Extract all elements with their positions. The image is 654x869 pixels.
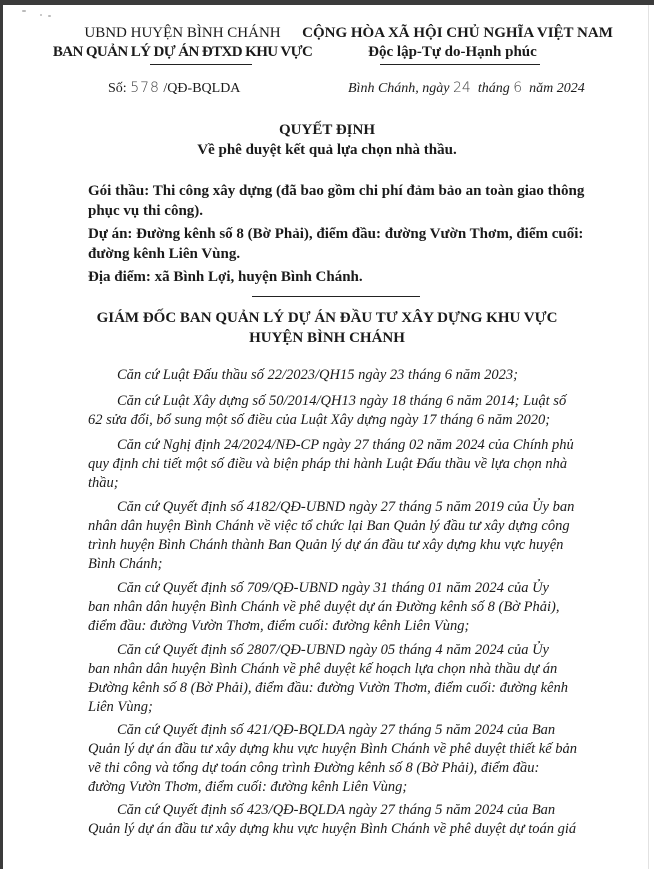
basis-line: Căn cứ Quyết định số 423/QĐ-BQLDA ngày 27 tháng 5 năm 2024 của Ban bbox=[117, 802, 556, 818]
authority-line-2: HUYỆN BÌNH CHÁNH bbox=[249, 330, 405, 346]
document-title: QUYẾT ĐỊNH bbox=[279, 122, 375, 138]
basis-line: ban nhân dân huyện Bình Chánh về phê duyệt dự án Đường kênh số 8 (Bờ Phải), bbox=[88, 599, 560, 615]
basis-line: ban nhân dân huyện Bình Chánh về phê duyệt kế hoạch lựa chọn nhà thầu dự án bbox=[88, 661, 558, 677]
agency-parent: UBND HUYỆN BÌNH CHÁNH bbox=[84, 25, 281, 41]
date-line bbox=[348, 80, 585, 97]
basis-line: Bình Chánh; bbox=[88, 556, 163, 572]
basis-line: Căn cứ Quyết định số 421/QĐ-BQLDA ngày 27 tháng 5 năm 2024 của Ban bbox=[117, 722, 556, 738]
motto-underline bbox=[380, 64, 540, 65]
document-subtitle: Về phê duyệt kết quả lựa chọn nhà thầu. bbox=[197, 142, 457, 158]
basis-line: đường Vườn Thơm, điểm cuối: đường kênh Liên Vùng; bbox=[88, 779, 408, 795]
basis-line: Căn cứ Luật Đấu thầu số 22/2023/QH15 ngày 23 tháng 6 năm 2023; bbox=[117, 367, 519, 383]
national-motto: Độc lập-Tự do-Hạnh phúc bbox=[368, 44, 537, 60]
basis-line: Đường kênh số 8 (Bờ Phải), điểm đầu: đường Vườn Thơm, điểm cuối: đường kênh bbox=[88, 680, 568, 696]
agency-name: BAN QUẢN LÝ DỰ ÁN ĐTXD KHU VỰC bbox=[52, 44, 313, 60]
doc-number-prefix: Số: bbox=[108, 81, 131, 96]
package-line: phục vụ thi công). bbox=[88, 203, 204, 219]
doc-number-handwritten: 578 bbox=[130, 80, 160, 96]
basis-line: thầu; bbox=[88, 475, 119, 491]
date-day-handwritten: 24 bbox=[453, 80, 471, 96]
basis-line: Căn cứ Quyết định số 4182/QĐ-UBND ngày 27 tháng 5 năm 2019 của Ủy ban bbox=[117, 499, 575, 515]
basis-line: nhân dân huyện Bình Chánh về việc tổ chức lại Ban Quản lý đầu tư xây dựng công bbox=[88, 518, 570, 534]
location-line: Địa điểm: xã Bình Lợi, huyện Bình Chánh. bbox=[88, 269, 363, 285]
project-line: đường kênh Liên Vùng. bbox=[88, 246, 241, 262]
basis-line: Quản lý dự án đầu tư xây dựng khu vực huyện Bình Chánh về phê duyệt thiết kế bản bbox=[88, 741, 578, 757]
basis-line: 62 sửa đổi, bổ sung một số điều của Luật Xây dựng ngày 17 tháng 6 năm 2020; bbox=[88, 412, 551, 428]
basis-line: Căn cứ Nghị định 24/2024/NĐ-CP ngày 27 tháng 02 năm 2024 của Chính phủ bbox=[117, 437, 574, 453]
basis-line: điểm đầu: đường Vườn Thơm, điểm cuối: đường kênh Liên Vùng; bbox=[88, 618, 470, 634]
date-month-handwritten: 6 bbox=[513, 80, 523, 96]
date-month-label: tháng bbox=[470, 81, 514, 96]
doc-number-suffix: /QĐ-BQLDA bbox=[159, 81, 241, 96]
date-place: Bình Chánh, ngày bbox=[348, 81, 453, 96]
separator-rule bbox=[252, 296, 420, 297]
issuing-agency-block bbox=[50, 24, 315, 62]
national-motto-block bbox=[290, 24, 615, 62]
basis-line: trình huyện Bình Chánh thành Ban Quản lý dự án đầu tư xây dựng khu vực huyện bbox=[88, 537, 564, 553]
basis-line: quy định chi tiết một số điều và biện pháp thi hành Luật Đấu thầu về lựa chọn nhà bbox=[88, 456, 568, 472]
project-line: Dự án: Đường kênh số 8 (Bờ Phải), điểm đầu: đường Vườn Thơm, điểm cuối: bbox=[88, 226, 584, 242]
basis-line: Căn cứ Quyết định số 2807/QĐ-UBND ngày 05 tháng 4 năm 2024 của Ủy bbox=[117, 642, 549, 658]
basis-line: Căn cứ Luật Xây dựng số 50/2014/QH13 ngày 18 tháng 6 năm 2014; Luật số bbox=[117, 393, 567, 409]
package-line: Gói thầu: Thi công xây dựng (đã bao gồm chi phí đảm bảo an toàn giao thông bbox=[88, 183, 585, 199]
country-name: CỘNG HÒA XÃ HỘI CHỦ NGHĨA VIỆT NAM bbox=[302, 25, 613, 41]
basis-line: Quản lý dự án đầu tư xây dựng khu vực huyện Bình Chánh về phê duyệt dự toán giá bbox=[88, 821, 577, 837]
date-year: năm 2024 bbox=[522, 81, 585, 96]
agency-underline bbox=[150, 64, 252, 65]
authority-line-1: GIÁM ĐỐC BAN QUẢN LÝ DỰ ÁN ĐẦU TƯ XÂY DỰNG KHU VỰC bbox=[96, 310, 558, 326]
basis-line: Căn cứ Quyết định số 709/QĐ-UBND ngày 31 tháng 01 năm 2024 của Ủy bbox=[117, 580, 549, 596]
document-number bbox=[108, 80, 240, 97]
basis-line: Liên Vùng; bbox=[88, 699, 153, 715]
basis-line: vẽ thi công và tổng dự toán công trình Đường kênh số 8 (Bờ Phải), điểm đầu: bbox=[88, 760, 540, 776]
